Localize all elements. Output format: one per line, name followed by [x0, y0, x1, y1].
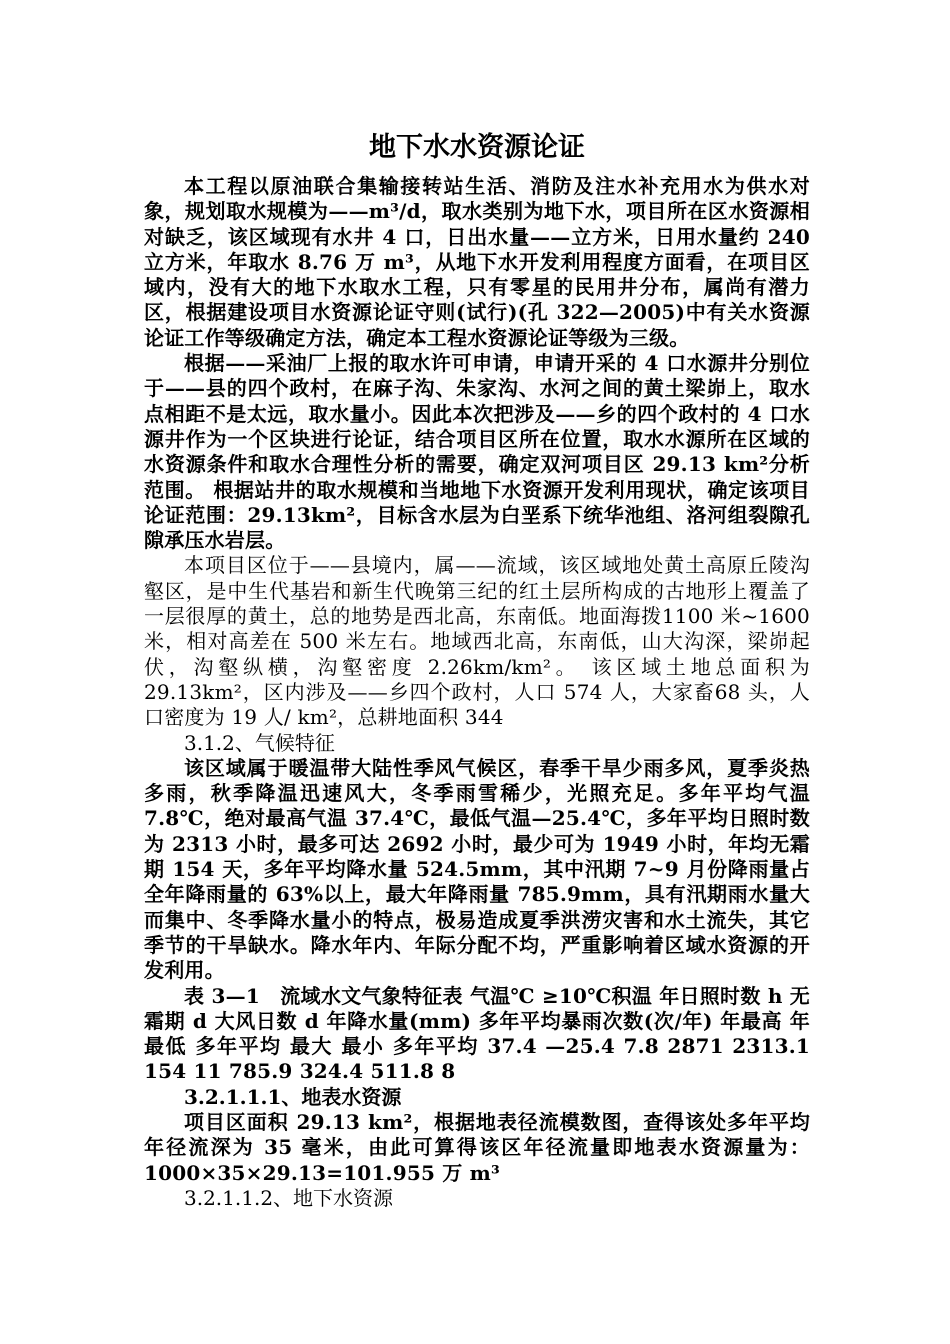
- document-title: 地下水水资源论证: [369, 132, 585, 163]
- paragraph-project-overview: 本工程以原油联合集输接转站生活、消防及注水补充用水为供水对象，规划取水规模为——m³/d，取水类别为地下水，项目所在区水资源相对缺乏，该区域现有水井 4 口，日出水量——立方米，日用水量约 240 立方米，年取水 8.76 万 m³，从地下水开发利用程度方面看，在项目区域内，没有大的地下水取水工程，只有零星的民用井分布，属尚有潜力区，根据建设项目水资源论证守则(试行)(孔 322—2005)中有关水资源论证工作等级确定方法，确定本工程水资源论证等级为三级。: [144, 174, 810, 350]
- section-heading-climate: 3.1.2、气候特征: [184, 730, 335, 755]
- paragraph-climate: 该区域属于暖温带大陆性季风气候区，春季干旱少雨多风，夏季炎热多雨，秋季降温迅速风大，冬季雨雪稀少，光照充足。多年平均气温 7.8℃，绝对最高气温 37.4℃，最低气温—25.4℃，多年平均日照时数为 2313 小时，最多可达 2692 小时，最少可为 1949 小时，年均无霜期 154 天，多年平均降水量 524.5mm，其中汛期 7~9 月份降雨量占全年降雨量的 63%以上，最大年降雨量 785.9mm，具有汛期雨水量大而集中、冬季降水量小的特点，极易造成夏季洪涝灾害和水土流失，其它季节的干旱缺水。降水年内、年际分配不均，严重影响着区域水资源的开发利用。: [144, 755, 810, 983]
- paragraph-surface-water: 项目区面积 29.13 km²，根据地表径流模数图，查得该处多年平均年径流深为 35 毫米，由此可算得该区年径流量即地表水资源量为：1000×35×29.13=101.955 万 m³: [144, 1109, 810, 1185]
- section-heading-surface-water: 3.2.1.1.1、地表水资源: [184, 1084, 402, 1109]
- paragraph-water-source: 根据——采油厂上报的取水许可申请，申请开采的 4 口水源井分别位于——县的四个政村，在麻子沟、朱家沟、水河之间的黄土梁峁上，取水点相距不是太远，取水量小。因此本次把涉及——乡的四个政村的 4 口水源井作为一个区块进行论证，结合项目区所在位置，取水水源所在区域的水资源条件和取水合理性分析的需要，确定双河项目区 29.13 km²分析范围。 根据站井的取水规模和当地地下水资源开发利用现状，确定该项目论证范围：29.13km²，目标含水层为白垩系下统华池组、洛河组裂隙孔隙承压水岩层。: [144, 351, 810, 553]
- paragraph-hydro-table: 表 3—1 流域水文气象特征表 气温℃ ≥10℃积温 年日照时数 h 无霜期 d 大风日数 d 年降水量(mm) 多年平均暴雨次数(次/年) 年最高 年最低 多年平均 最大 最小 多年平均 37.4 —25.4 7.8 2871 2313.1 154 11 785.9 324.4 511.8 8: [144, 983, 810, 1084]
- paragraph-region: 本项目区位于——县境内，属——流域，该区域地处黄土高原丘陵沟壑区，是中生代基岩和新生代晚第三纪的红土层所构成的古地形上覆盖了一层很厚的黄土，总的地势是西北高，东南低。地面海拨1100 米~1600 米，相对高差在 500 米左右。地域西北高，东南低，山大沟深，梁峁起伏，沟壑纵横，沟壑密度 2.26km/km²。 该区域土地总面积为 29.13km²，区内涉及——乡四个政村，人口 574 人，大家畜68 头，人口密度为 19 人/ km²，总耕地面积 344: [144, 553, 810, 730]
- section-heading-groundwater: 3.2.1.1.2、地下水资源: [184, 1185, 394, 1210]
